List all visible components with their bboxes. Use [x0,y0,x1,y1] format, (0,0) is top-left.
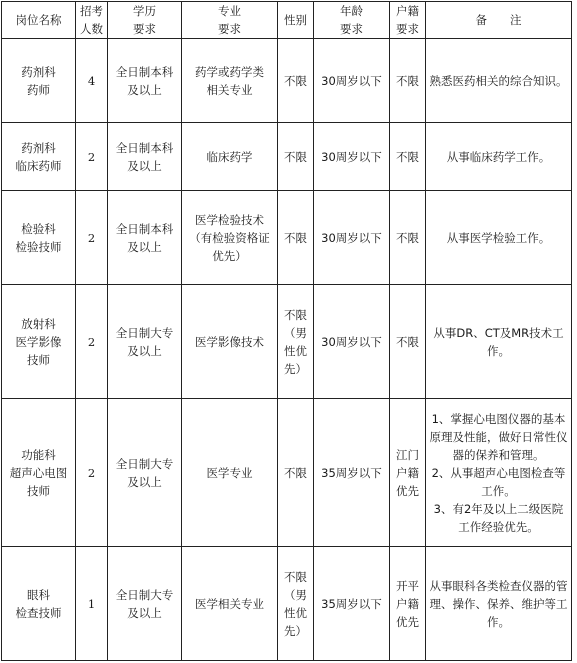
cell-note: 从事临床药学工作。 [426,123,572,191]
recruitment-table [1,1,572,661]
table-row [2,123,572,191]
cell-major: 医学相关专业 [182,547,278,661]
cell-position: 功能科 超声心电图 技师 [2,399,76,547]
cell-education: 全日制本科 及以上 [108,191,182,285]
header-gender: 性别 [278,2,314,39]
header-education: 学历 要求 [108,2,182,39]
cell-note: 熟悉医药相关的综合知识。 [426,39,572,123]
header-age: 年龄 要求 [314,2,390,39]
cell-position: 检验科 检验技师 [2,191,76,285]
cell-household: 江门 户籍 优先 [390,399,426,547]
table-row [2,399,572,547]
table-row [2,285,572,399]
cell-position: 药剂科 临床药师 [2,123,76,191]
cell-position: 眼科 检查技师 [2,547,76,661]
cell-count: 2 [76,399,108,547]
cell-age: 30周岁以下 [314,123,390,191]
cell-gender: 不限 [278,123,314,191]
cell-note: 从事眼科各类检查仪器的管理、操作、保养、维护等工作。 [426,547,572,661]
cell-education: 全日制大专 及以上 [108,547,182,661]
cell-gender: 不限 [278,399,314,547]
cell-note: 1、掌握心电图仪器的基本原理及性能，做好日常性仪器的保养和管理。 2、从事超声心电图检查等工作。 3、有2年及以上二级医院工作经验优先。 [426,399,572,547]
cell-position: 药剂科 药师 [2,39,76,123]
cell-age: 30周岁以下 [314,39,390,123]
cell-education: 全日制本科 及以上 [108,123,182,191]
header-major: 专业 要求 [182,2,278,39]
cell-major: 临床药学 [182,123,278,191]
cell-gender: 不限 [278,39,314,123]
header-position: 岗位名称 [2,2,76,39]
cell-household: 不限 [390,285,426,399]
cell-education: 全日制大专 及以上 [108,399,182,547]
cell-count: 2 [76,123,108,191]
cell-gender: 不限 （男 性优 先） [278,285,314,399]
cell-major: 医学影像技术 [182,285,278,399]
cell-major: 医学专业 [182,399,278,547]
cell-education: 全日制大专 及以上 [108,285,182,399]
cell-major: 药学或药学类 相关专业 [182,39,278,123]
header-household: 户籍 要求 [390,2,426,39]
cell-count: 2 [76,285,108,399]
cell-age: 30周岁以下 [314,191,390,285]
cell-major: 医学检验技术 （有检验资格证 优先） [182,191,278,285]
cell-count: 4 [76,39,108,123]
header-note: 备 注 [426,2,572,39]
cell-age: 30周岁以下 [314,285,390,399]
cell-household: 不限 [390,191,426,285]
header-count: 招考 人数 [76,2,108,39]
table-row [2,547,572,661]
cell-household: 不限 [390,39,426,123]
cell-gender: 不限 [278,191,314,285]
cell-count: 2 [76,191,108,285]
cell-education: 全日制本科 及以上 [108,39,182,123]
cell-household: 开平 户籍 优先 [390,547,426,661]
cell-note: 从事DR、CT及MR技术工作。 [426,285,572,399]
cell-position: 放射科 医学影像 技师 [2,285,76,399]
header-row [2,2,572,39]
table-row [2,191,572,285]
cell-gender: 不限 （男 性优 先） [278,547,314,661]
cell-note: 从事医学检验工作。 [426,191,572,285]
cell-age: 35周岁以下 [314,547,390,661]
cell-household: 不限 [390,123,426,191]
cell-count: 1 [76,547,108,661]
cell-age: 35周岁以下 [314,399,390,547]
table-row [2,39,572,123]
